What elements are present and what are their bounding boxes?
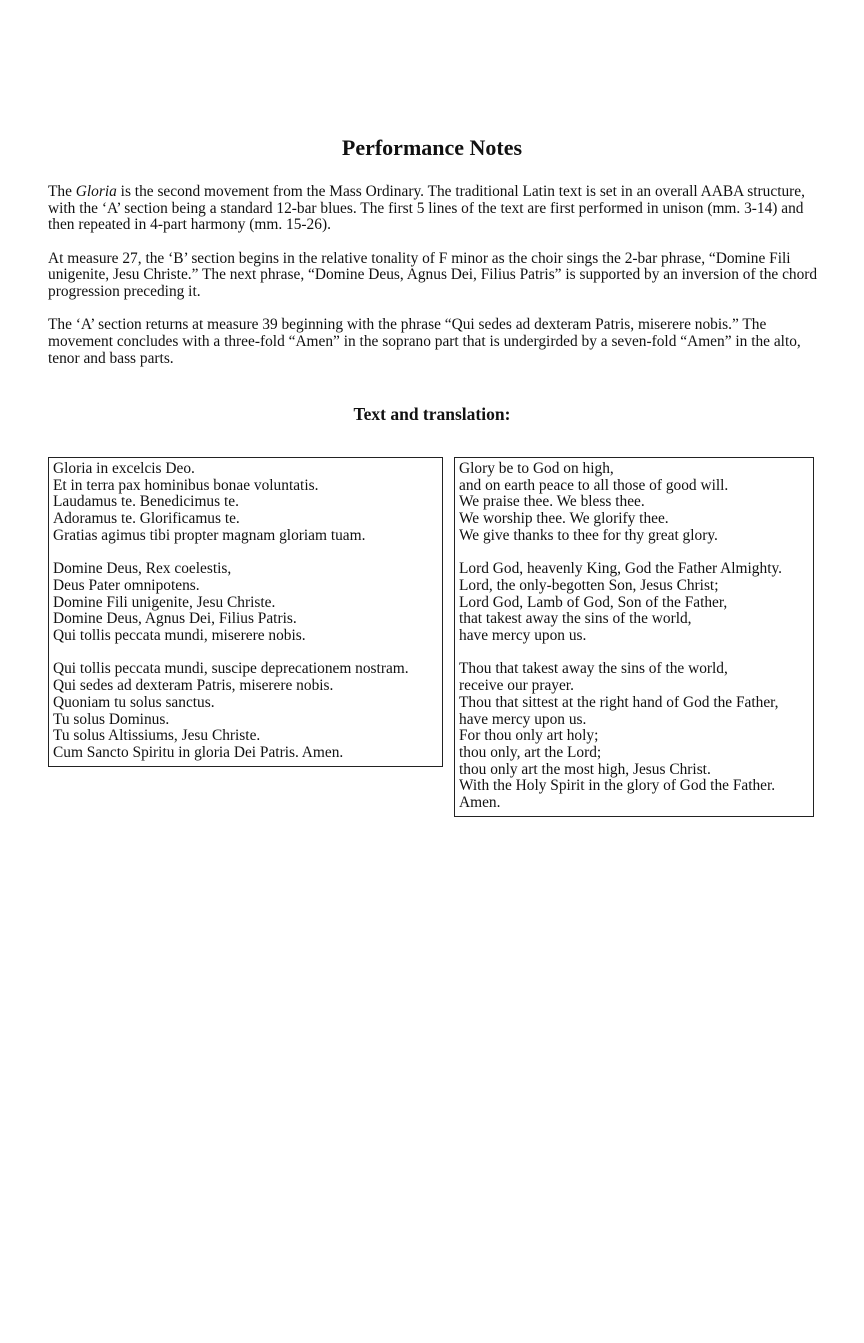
english-line: that takest away the sins of the world,: [459, 610, 692, 628]
latin-stanza: [53, 461, 438, 545]
english-line: Thou that sittest at the right hand of God the Father,: [459, 693, 779, 711]
latin-line: Qui tollis peccata mundi, suscipe deprecationem nostram.: [53, 660, 409, 678]
english-line: Lord God, heavenly King, God the Father Almighty.: [459, 560, 783, 578]
latin-line: Laudamus te. Benedicimus te.: [53, 493, 239, 511]
english-line: and on earth peace to all those of good will.: [459, 476, 729, 494]
english-line: We worship thee. We glorify thee.: [459, 510, 669, 528]
performance-notes: [48, 184, 818, 384]
latin-line: Quoniam tu solus sanctus.: [53, 693, 215, 711]
english-stanza: [459, 661, 809, 811]
latin-line: Tu solus Altissiums, Jesu Christe.: [53, 727, 261, 745]
english-line: Lord, the only-begotten Son, Jesus Christ;: [459, 576, 719, 594]
latin-line: Et in terra pax hominibus bonae voluntatis.: [53, 476, 319, 494]
notes-paragraph-1: [48, 184, 818, 234]
english-line: Lord God, Lamb of God, Son of the Father,: [459, 593, 728, 611]
notes-p1-italic: Gloria: [75, 183, 117, 200]
latin-line: Qui sedes ad dexteram Patris, miserere nobis.: [53, 677, 334, 695]
latin-line: Gratias agimus tibi propter magnam gloriam tuam.: [53, 526, 366, 544]
page-title: Performance Notes: [341, 135, 523, 160]
english-line: We praise thee. We bless thee.: [459, 493, 645, 511]
english-line: thou only, art the Lord;: [459, 743, 602, 761]
english-translation-box: [454, 457, 814, 817]
english-line: have mercy upon us.: [459, 710, 587, 728]
english-stanza: [459, 561, 809, 645]
english-line: With the Holy Spirit in the glory of God the Father.: [459, 777, 776, 795]
english-line: thou only art the most high, Jesus Christ.: [459, 760, 711, 778]
notes-paragraph-3: The ‘A’ section returns at measure 39 beginning with the phrase “Qui sedes ad dexteram Patris, miserere nobis.” The movement concludes with a three-fold “Amen” in the soprano part that is undergirded by a seven-fold “Amen” in the alto, tenor and bass parts.: [48, 316, 801, 367]
latin-line: Domine Fili unigenite, Jesu Christe.: [53, 593, 276, 611]
latin-stanza: [53, 561, 438, 645]
latin-stanza: [53, 661, 438, 761]
latin-line: Domine Deus, Agnus Dei, Filius Patris.: [53, 610, 297, 628]
english-line: Glory be to God on high,: [459, 460, 614, 477]
notes-p1-before: The: [48, 183, 76, 200]
english-line: have mercy upon us.: [459, 627, 587, 645]
latin-line: Tu solus Dominus.: [53, 710, 170, 728]
english-line: Amen.: [459, 794, 501, 812]
english-line: receive our prayer.: [459, 677, 574, 695]
english-line: Thou that takest away the sins of the world,: [459, 660, 728, 678]
notes-paragraph-2: At measure 27, the ‘B’ section begins in the relative tonality of F minor as the choir sings the 2-bar phrase, “Domine Fili unigenite, Jesu Christe.” The next phrase, “Domine Deus, Agnus Dei, Filius Patris” is supported by an inversion of the chord progression preceding it.: [48, 249, 818, 301]
latin-line: Gloria in excelcis Deo.: [53, 460, 195, 477]
latin-text-box: [48, 457, 443, 767]
english-line: We give thanks to thee for thy great glory.: [459, 526, 718, 544]
latin-line: Domine Deus, Rex coelestis,: [53, 560, 232, 578]
latin-line: Deus Pater omnipotens.: [53, 576, 200, 594]
latin-line: Cum Sancto Spiritu in gloria Dei Patris. Amen.: [53, 743, 344, 761]
latin-line: Qui tollis peccata mundi, miserere nobis.: [53, 627, 306, 645]
section-subtitle: Text and translation:: [353, 404, 511, 424]
english-stanza: [459, 461, 809, 545]
notes-p1-after: is the second movement from the Mass Ordinary. The traditional Latin text is set in an overall AABA structure, with the ‘A’ section being a standard 12-bar blues. The first 5 lines of the text are first performed in unison (mm. 3-14) and then repeated in 4-part harmony (mm. 15-26).: [48, 183, 805, 234]
latin-line: Adoramus te. Glorificamus te.: [53, 510, 240, 528]
english-line: For thou only art holy;: [459, 727, 599, 745]
